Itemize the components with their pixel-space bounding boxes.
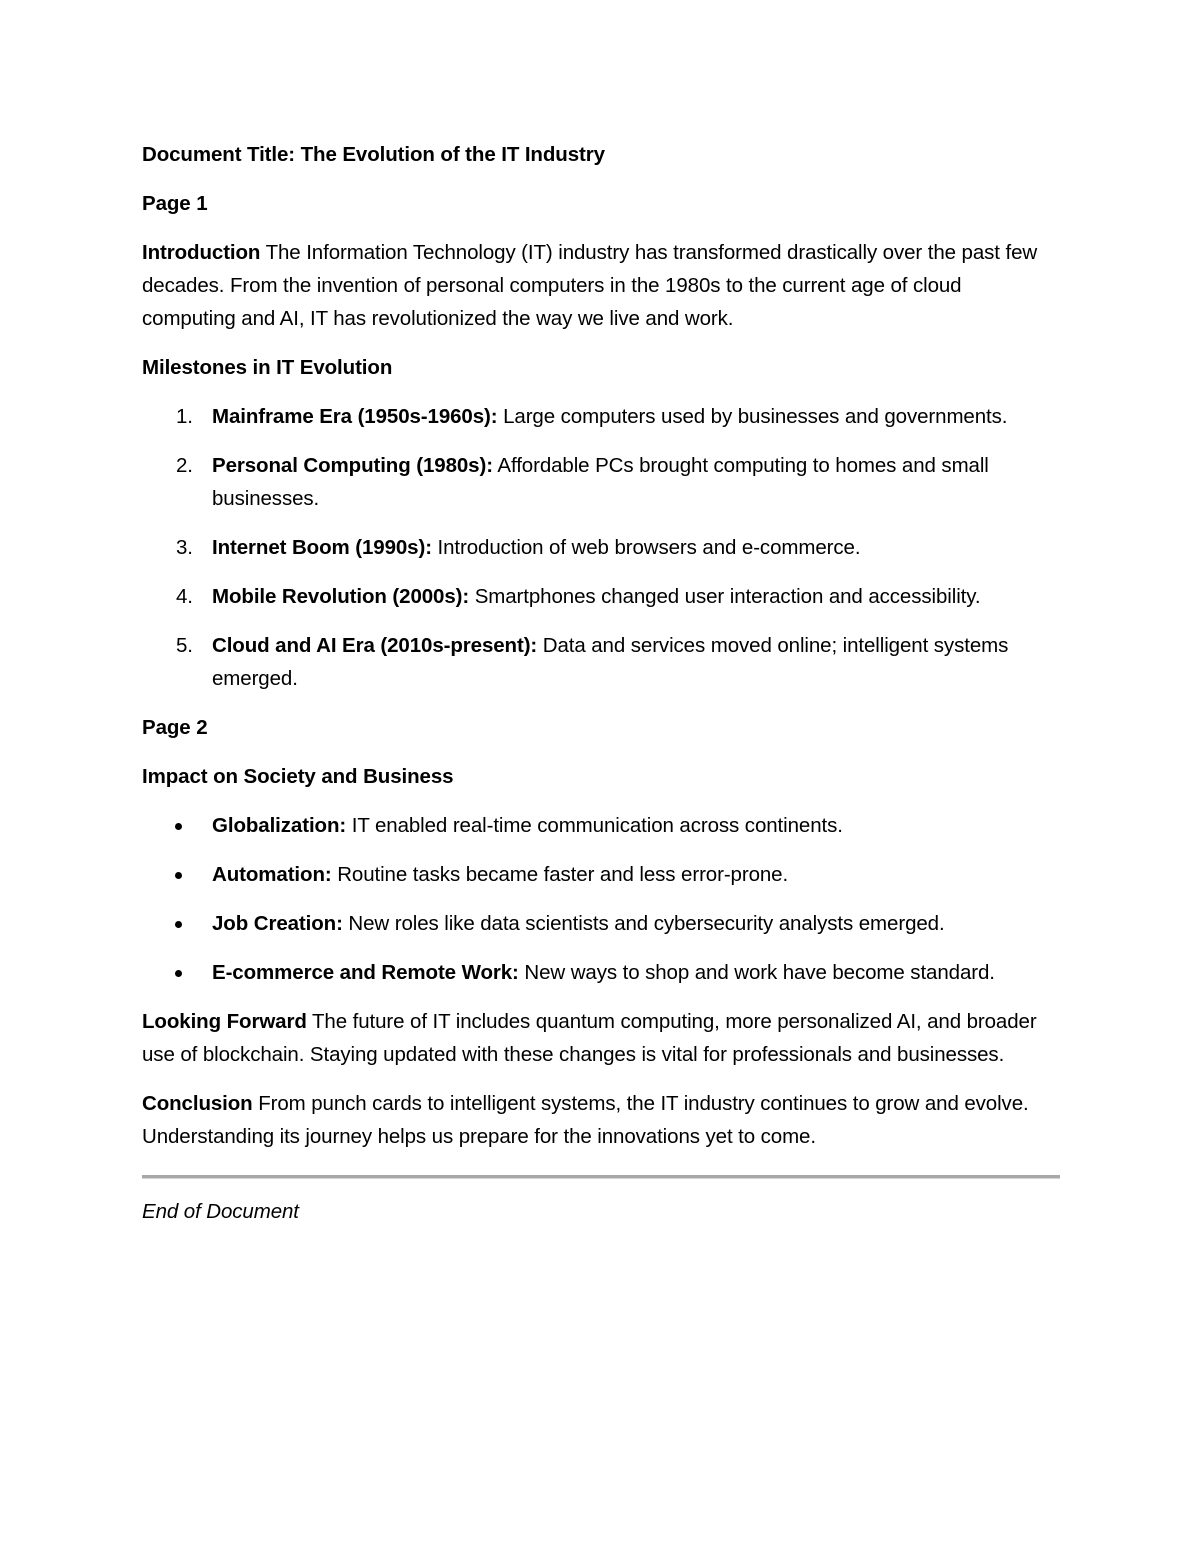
milestone-text: Introduction of web browsers and e-commerce. bbox=[431, 536, 861, 559]
impact-label: Automation: bbox=[212, 863, 332, 886]
conclusion-paragraph bbox=[142, 1087, 1060, 1153]
document-title: Document Title: The Evolution of the IT Industry bbox=[142, 143, 605, 166]
bullet-icon bbox=[175, 970, 182, 977]
list-number: 2. bbox=[176, 454, 193, 477]
looking-forward-paragraph bbox=[142, 1005, 1060, 1071]
introduction-label: Introduction bbox=[142, 241, 261, 264]
impact-text: IT enabled real-time communication across continents. bbox=[346, 814, 843, 837]
milestone-text: Data and services moved online; intelligent systems emerged. bbox=[212, 634, 1009, 690]
introduction-text: The Information Technology (IT) industry has transformed drastically over the past few decades. From the invention of personal computers in the 1980s to the current age of cloud computing and AI, IT has revolutionized the way we live and work. bbox=[142, 241, 1038, 330]
page-1-heading: Page 1 bbox=[142, 192, 208, 215]
milestones-list bbox=[142, 400, 1060, 695]
end-note: End of Document bbox=[142, 1200, 299, 1223]
milestone-text: Affordable PCs brought computing to homes and small businesses. bbox=[212, 454, 989, 510]
bullet-icon bbox=[175, 921, 182, 928]
impact-label: Job Creation: bbox=[212, 912, 343, 935]
list-number: 3. bbox=[176, 536, 193, 559]
impact-text: New roles like data scientists and cybersecurity analysts emerged. bbox=[342, 912, 945, 935]
milestone-text: Smartphones changed user interaction and accessibility. bbox=[469, 585, 981, 608]
milestone-label: Internet Boom (1990s): bbox=[212, 536, 432, 559]
conclusion-text: From punch cards to intelligent systems, the IT industry continues to grow and evolve. Understanding its journey helps us prepare for the innovations yet to come. bbox=[142, 1092, 1029, 1148]
looking-forward-text: The future of IT includes quantum computing, more personalized AI, and broader use of blockchain. Staying updated with these changes is vital for professionals and businesses. bbox=[142, 1010, 1037, 1066]
list-item bbox=[142, 400, 1060, 433]
horizontal-divider bbox=[142, 1175, 1060, 1179]
milestone-label: Personal Computing (1980s): bbox=[212, 454, 493, 477]
bullet-icon bbox=[175, 872, 182, 879]
list-item bbox=[142, 580, 1060, 613]
impact-text: New ways to shop and work have become standard. bbox=[518, 961, 995, 984]
list-item bbox=[142, 907, 1060, 940]
bullet-icon bbox=[175, 823, 182, 830]
page-2-heading: Page 2 bbox=[142, 716, 208, 739]
impact-heading: Impact on Society and Business bbox=[142, 765, 454, 788]
introduction-paragraph bbox=[142, 236, 1060, 335]
list-item bbox=[142, 809, 1060, 842]
list-number: 1. bbox=[176, 405, 193, 428]
conclusion-label: Conclusion bbox=[142, 1092, 253, 1115]
list-item bbox=[142, 531, 1060, 564]
impact-list bbox=[142, 809, 1060, 989]
milestone-label: Mainframe Era (1950s-1960s): bbox=[212, 405, 498, 428]
looking-forward-label: Looking Forward bbox=[142, 1010, 307, 1033]
impact-label: E-commerce and Remote Work: bbox=[212, 961, 519, 984]
list-number: 5. bbox=[176, 634, 193, 657]
milestone-label: Mobile Revolution (2000s): bbox=[212, 585, 470, 608]
document-page bbox=[142, 138, 1060, 1244]
list-item bbox=[142, 956, 1060, 989]
list-item bbox=[142, 858, 1060, 891]
impact-label: Globalization: bbox=[212, 814, 347, 837]
list-item bbox=[142, 629, 1060, 695]
list-item bbox=[142, 449, 1060, 515]
milestone-text: Large computers used by businesses and governments. bbox=[497, 405, 1008, 428]
milestone-label: Cloud and AI Era (2010s-present): bbox=[212, 634, 538, 657]
list-number: 4. bbox=[176, 585, 193, 608]
impact-text: Routine tasks became faster and less error-prone. bbox=[331, 863, 789, 886]
milestones-heading: Milestones in IT Evolution bbox=[142, 356, 393, 379]
